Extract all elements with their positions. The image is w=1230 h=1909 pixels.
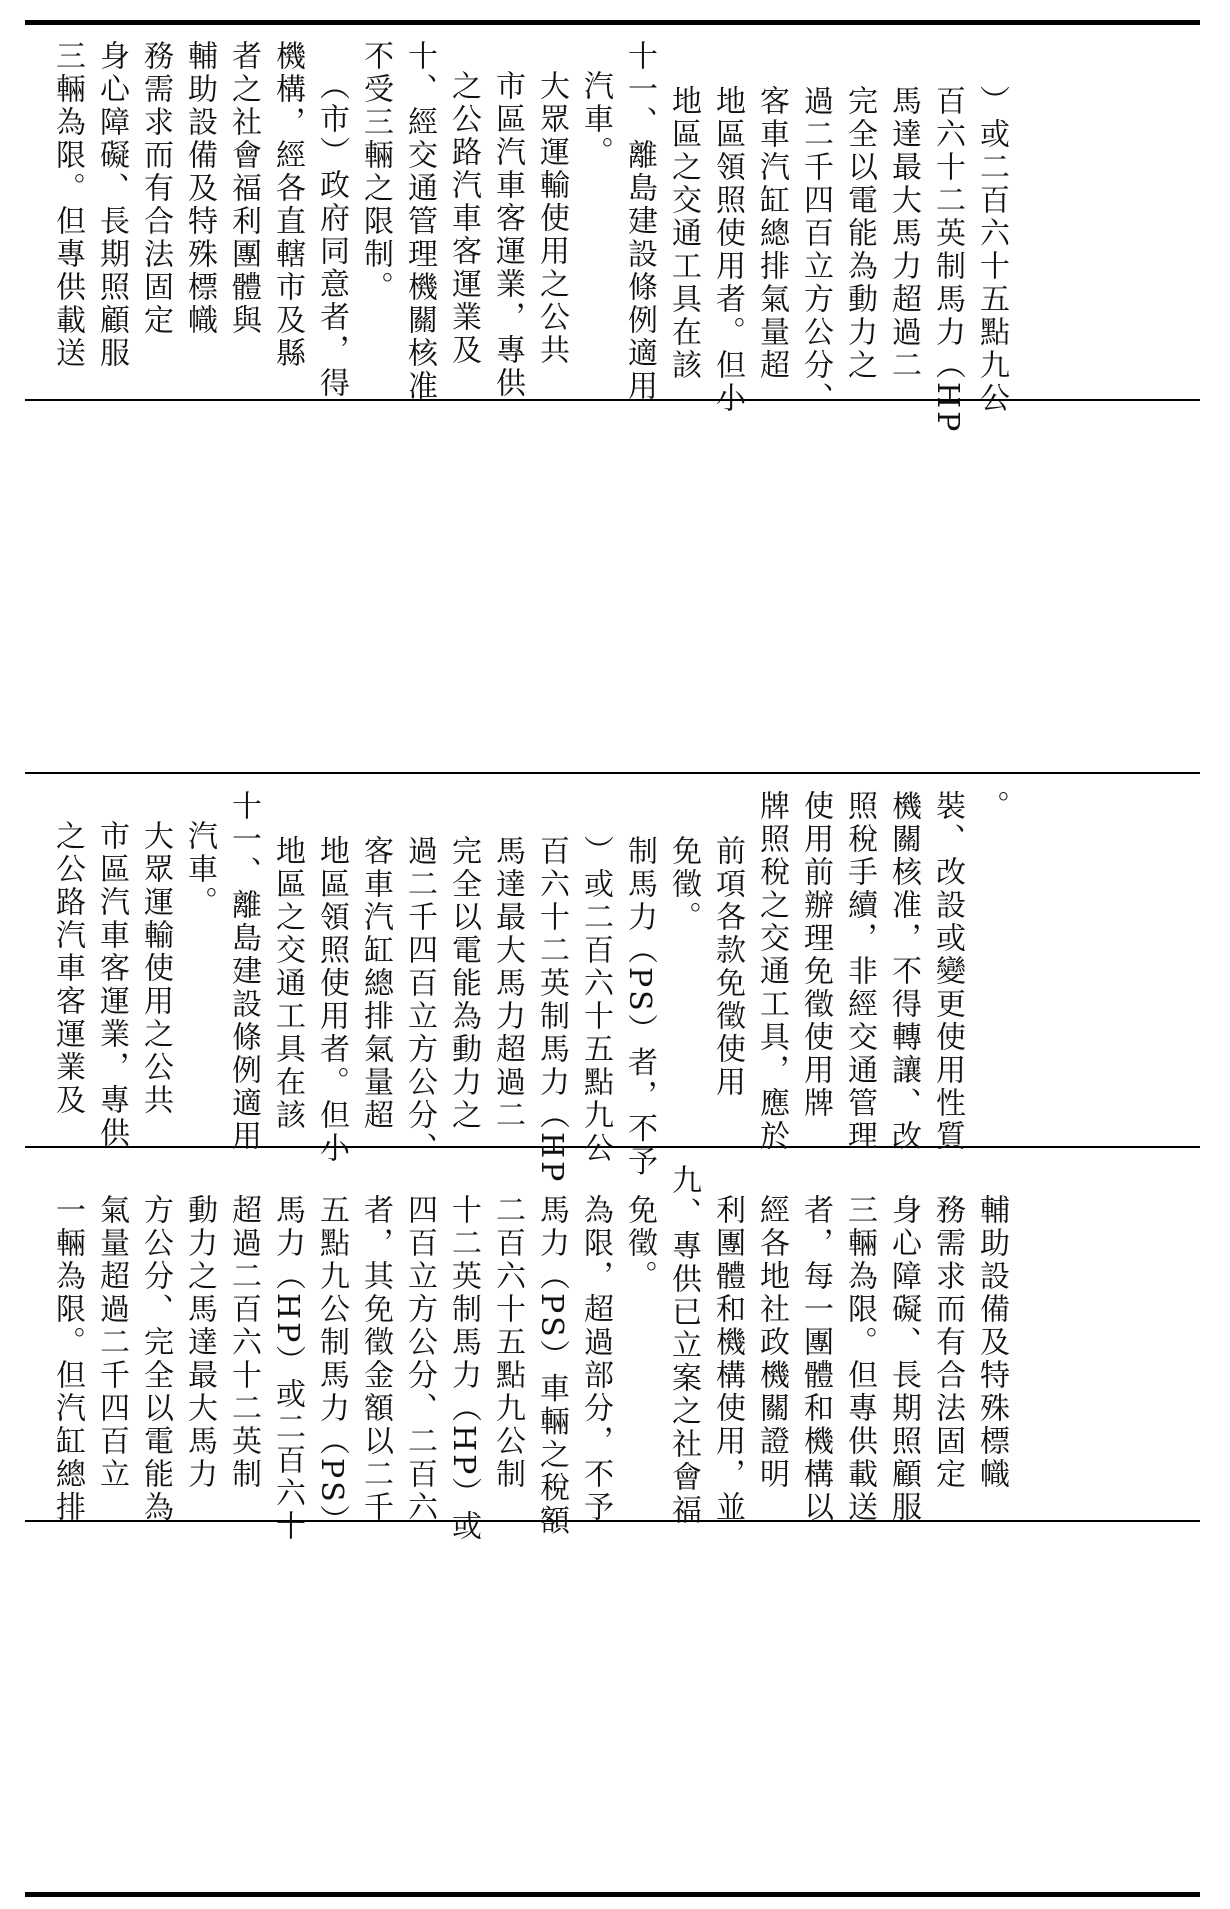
- text-line: 身心障礙、長期照顧服: [94, 40, 129, 370]
- text-line: 氣量超過二千四百立: [94, 1194, 129, 1491]
- text-line: 地區領照使用者。但小: [314, 835, 349, 1165]
- text-line: 馬達最大馬力超過二: [490, 835, 525, 1132]
- text-line: 百六十二英制馬力（HP: [930, 85, 965, 435]
- text-line: 十二英制馬力（HP）或: [446, 1194, 481, 1544]
- text-line: 十一、離島建設條例適用: [226, 790, 261, 1153]
- text-line: 過二千四百立方公分、: [402, 835, 437, 1165]
- text-line: 制馬力（PS）者，不予: [622, 835, 657, 1179]
- text-line: 。: [974, 790, 1009, 823]
- text-line: 十一、離島建設條例適用: [622, 40, 657, 403]
- text-line: 客車汽缸總排氣量超: [358, 835, 393, 1132]
- text-line: 市區汽車客運業，專供: [490, 70, 525, 400]
- text-line: 大眾運輸使用之公共: [534, 70, 569, 367]
- text-line: 機構，經各直轄市及縣: [270, 40, 305, 370]
- text-line: 為限，超過部分，不予: [578, 1194, 613, 1524]
- text-line: 汽車。: [578, 70, 613, 169]
- divider-rule-2: [25, 772, 1200, 774]
- text-line: 超過二百六十二英制: [226, 1194, 261, 1491]
- text-line: 前項各款免徵使用: [710, 835, 745, 1099]
- text-line: 之公路汽車客運業及: [446, 70, 481, 367]
- text-line: 動力之馬達最大馬力: [182, 1194, 217, 1491]
- text-line: 裝、改設或變更使用性質: [930, 790, 965, 1153]
- text-line: 之公路汽車客運業及: [50, 820, 85, 1117]
- text-line: 二百六十五點九公制: [490, 1194, 525, 1491]
- text-line: 一輛為限。但汽缸總排: [50, 1194, 85, 1524]
- text-line: 務需求而有合法固定: [138, 40, 173, 337]
- text-line: 不受三輛之限制。: [358, 40, 393, 304]
- text-line: 地區之交通工具在該: [666, 85, 701, 382]
- text-line: 百六十二英制馬力（HP: [534, 835, 569, 1185]
- text-line: 完全以電能為動力之: [842, 85, 877, 382]
- text-line: 四百立方公分、二百六: [402, 1194, 437, 1524]
- text-line: 市區汽車客運業，專供: [94, 820, 129, 1150]
- text-line: 牌照稅之交通工具，應於: [754, 790, 789, 1153]
- text-line: 輔助設備及特殊標幟: [182, 40, 217, 337]
- text-line: 完全以電能為動力之: [446, 835, 481, 1132]
- text-line: 身心障礙、長期照顧服: [886, 1194, 921, 1524]
- text-line: 者之社會福利團體與: [226, 40, 261, 337]
- text-line: （市）政府同意者，得: [314, 70, 349, 400]
- text-line: 馬力（HP）或二百六十: [270, 1194, 305, 1544]
- text-line: ）或二百六十五點九公: [578, 835, 613, 1165]
- text-line: 者，每一團體和機構以: [798, 1194, 833, 1524]
- text-line: 務需求而有合法固定: [930, 1194, 965, 1491]
- text-line: 客車汽缸總排氣量超: [754, 85, 789, 382]
- text-line: 地區之交通工具在該: [270, 835, 305, 1132]
- text-line: 過二千四百立方公分、: [798, 85, 833, 415]
- text-line: 輔助設備及特殊標幟: [974, 1194, 1009, 1491]
- text-line: 使用前辦理免徵使用牌: [798, 790, 833, 1120]
- text-line: 利團體和機構使用，並: [710, 1194, 745, 1524]
- text-line: 者，其免徵金額以二千: [358, 1194, 393, 1524]
- text-line: 九、專供已立案之社會福: [666, 1164, 701, 1527]
- text-line: 方公分、完全以電能為: [138, 1194, 173, 1524]
- text-line: 馬達最大馬力超過二: [886, 85, 921, 382]
- text-line: 免徵。: [622, 1194, 657, 1293]
- text-line: 免徵。: [666, 835, 701, 934]
- text-line: 機關核准，不得轉讓、改: [886, 790, 921, 1153]
- text-line: 三輛為限。但專供載送: [50, 40, 85, 370]
- text-line: 五點九公制馬力（PS）: [314, 1194, 349, 1538]
- text-line: 十、經交通管理機關核准: [402, 40, 437, 403]
- text-line: 經各地社政機關證明: [754, 1194, 789, 1491]
- top-rule: [25, 20, 1200, 25]
- text-line: ）或二百六十五點九公: [974, 85, 1009, 415]
- text-line: 三輛為限。但專供載送: [842, 1194, 877, 1524]
- text-line: 汽車。: [182, 820, 217, 919]
- bottom-rule: [25, 1892, 1200, 1897]
- divider-rule-1: [25, 399, 1200, 401]
- text-line: 馬力（PS）車輛之稅額: [534, 1194, 569, 1538]
- text-line: 大眾運輸使用之公共: [138, 820, 173, 1117]
- text-line: 照稅手續，非經交通管理: [842, 790, 877, 1153]
- text-line: 地區領照使用者。但小: [710, 85, 745, 415]
